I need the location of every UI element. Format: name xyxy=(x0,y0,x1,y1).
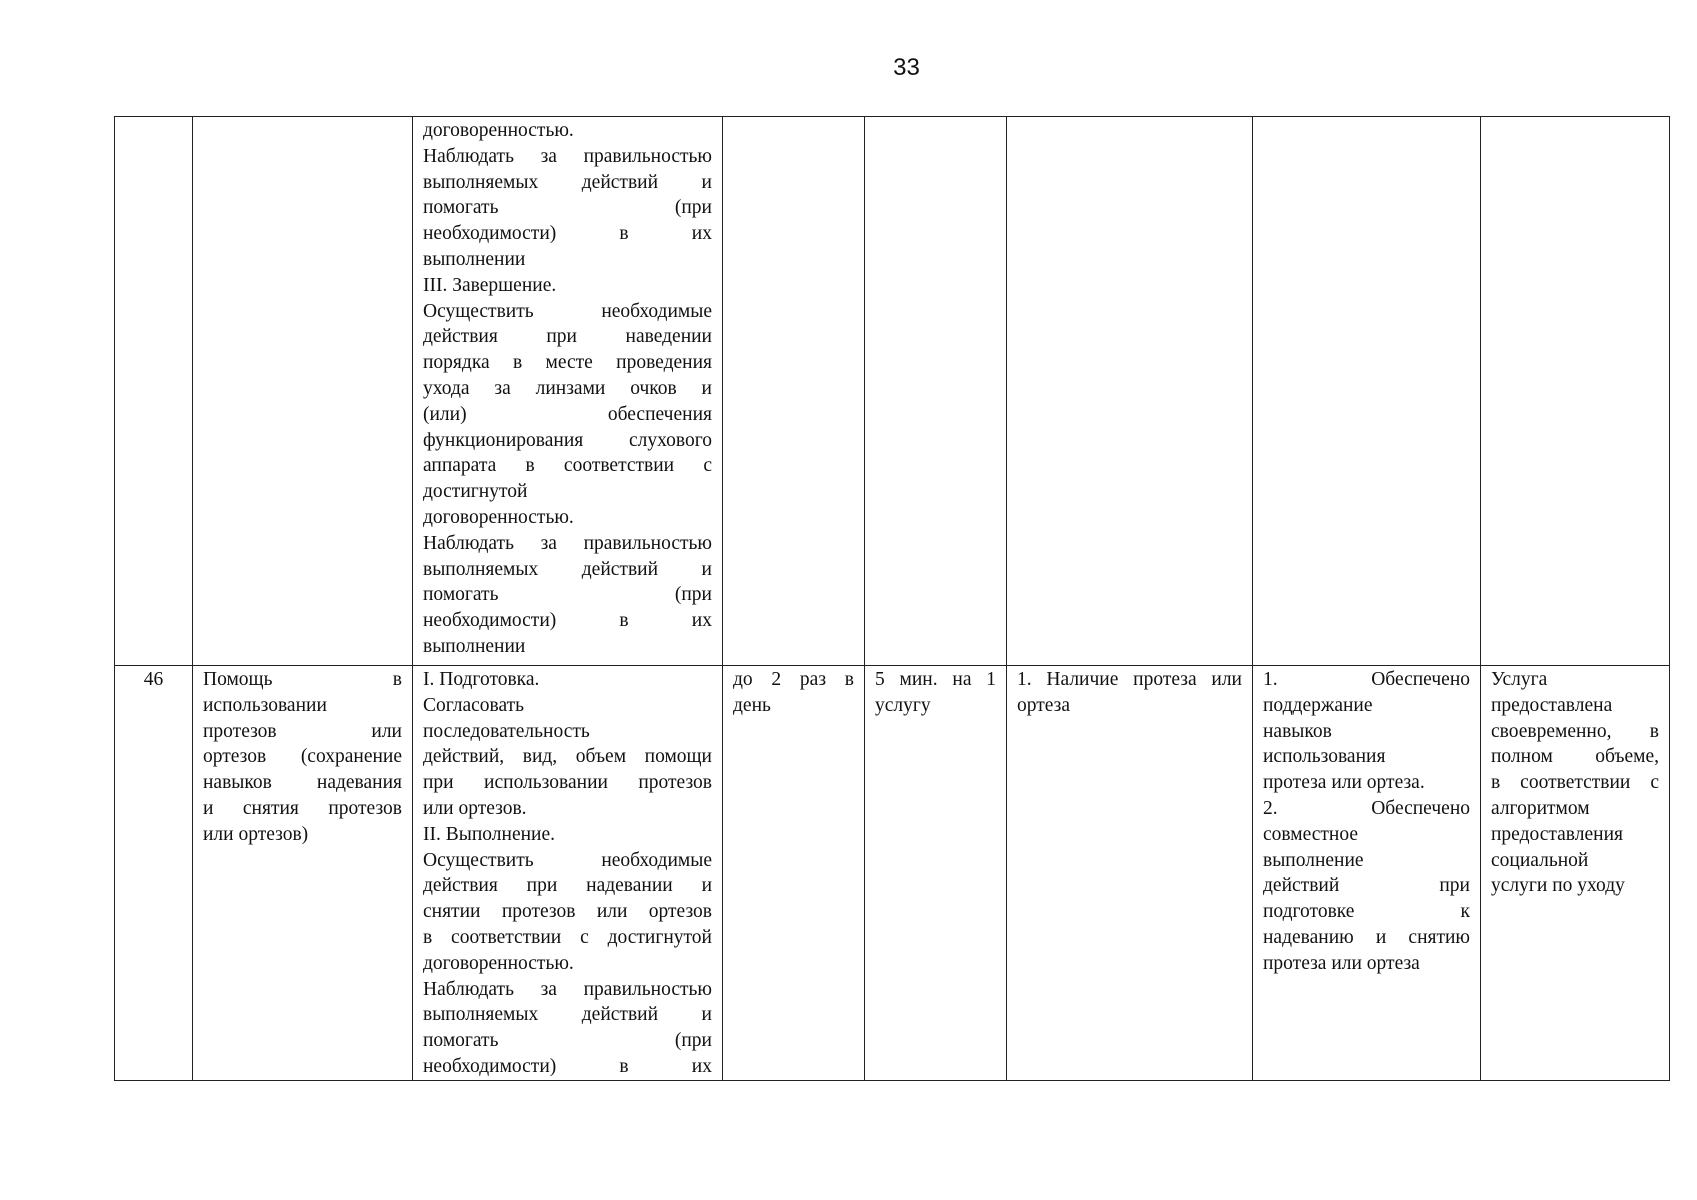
row-number-cell: 46 xyxy=(115,666,193,1081)
conditions-lines xyxy=(1017,667,1242,719)
duration-cell xyxy=(865,666,1007,1081)
text-line: социальной xyxy=(1491,849,1589,871)
service-name-cell xyxy=(193,117,413,666)
table-row xyxy=(115,117,1670,666)
frequency-cell xyxy=(723,666,865,1081)
text-line: день xyxy=(733,694,771,716)
text-line: III. Завершение. xyxy=(423,274,557,296)
text-line: в соответствии с xyxy=(1491,772,1659,794)
duration-lines xyxy=(875,667,996,719)
text-line: выполнении xyxy=(423,635,526,657)
frequency-lines xyxy=(733,667,854,719)
text-line: своевременно, в xyxy=(1491,720,1659,742)
text-line: порядка в месте проведения xyxy=(423,352,712,374)
text-line: необходимости) в их xyxy=(423,1055,712,1077)
text-line: протеза или ортеза xyxy=(1263,952,1420,974)
text-line: 1. Обеспечено xyxy=(1263,669,1470,690)
text-line: услуги по уходу xyxy=(1491,875,1625,897)
page-number: 33 xyxy=(893,54,920,81)
text-line: договоренностью. xyxy=(423,952,574,974)
text-line: необходимости) в их xyxy=(423,223,712,245)
result-cell xyxy=(1253,666,1481,1081)
text-line: ортеза xyxy=(1017,694,1071,716)
text-line: Услуга xyxy=(1491,669,1548,690)
text-line: или ортезов) xyxy=(203,823,309,845)
text-line: выполняемых действий и xyxy=(423,1004,712,1026)
text-line: ортезов (сохранение xyxy=(203,746,402,768)
text-line: Осуществить необходимые xyxy=(423,849,712,871)
text-line: выполняемых действий и xyxy=(423,171,712,193)
text-line: договоренностью. xyxy=(423,506,574,528)
text-line: I. Подготовка. xyxy=(423,669,540,690)
text-line: договоренностью. xyxy=(423,120,574,141)
text-line: помогать (при xyxy=(423,197,712,219)
text-line: в соответствии с достигнутой xyxy=(423,926,712,948)
text-line: или ортезов. xyxy=(423,797,527,819)
text-line: аппарата в соответствии с xyxy=(423,455,712,477)
text-line: ухода за линзами очков и xyxy=(423,377,712,399)
content-lines xyxy=(423,667,712,1080)
service-content-cell xyxy=(413,666,723,1081)
evaluation-cell xyxy=(1481,666,1670,1081)
text-line: действия при надевании и xyxy=(423,875,712,897)
text-line: алгоритмом xyxy=(1491,797,1590,819)
text-line: при использовании протезов xyxy=(423,772,712,794)
service-name-cell xyxy=(193,666,413,1081)
text-line: выполнении xyxy=(423,248,526,270)
result-cell xyxy=(1253,117,1481,666)
text-line: подготовке к xyxy=(1263,901,1470,923)
text-line: протеза или ортеза. xyxy=(1263,772,1425,794)
conditions-cell xyxy=(1007,666,1253,1081)
text-line: действий при xyxy=(1263,875,1470,897)
service-content-cell xyxy=(413,117,723,666)
evaluation-cell xyxy=(1481,117,1670,666)
text-line: выполняемых действий и xyxy=(423,558,712,580)
text-line: помогать (при xyxy=(423,1030,712,1052)
text-line: поддержание xyxy=(1263,694,1373,716)
text-line: использования xyxy=(1263,746,1386,768)
text-line: Согласовать xyxy=(423,694,525,716)
content-lines xyxy=(423,118,712,660)
result-lines xyxy=(1263,667,1470,977)
text-line: (или) обеспечения xyxy=(423,403,712,425)
text-line: 5 мин. на 1 xyxy=(875,669,996,690)
text-line: Наблюдать за правильностью xyxy=(423,978,712,1000)
text-line: снятии протезов или ортезов xyxy=(423,901,712,923)
text-line: протезов или xyxy=(203,720,402,742)
text-line: совместное xyxy=(1263,823,1359,845)
text-line: необходимости) в их xyxy=(423,610,712,632)
row-number-cell xyxy=(115,117,193,666)
text-line: предоставлена xyxy=(1491,694,1613,716)
text-line: помогать (при xyxy=(423,584,712,606)
text-line: использовании xyxy=(203,694,327,716)
text-line: до 2 раз в xyxy=(733,669,854,690)
text-line: и снятия протезов xyxy=(203,797,402,819)
services-table xyxy=(114,116,1670,1081)
text-line: последовательность xyxy=(423,720,590,742)
conditions-cell xyxy=(1007,117,1253,666)
text-line: 2. Обеспечено xyxy=(1263,797,1470,819)
text-line: Наблюдать за правильностью xyxy=(423,145,712,167)
text-line: надеванию и снятию xyxy=(1263,926,1470,948)
text-line: выполнение xyxy=(1263,849,1364,871)
duration-cell xyxy=(865,117,1007,666)
text-line: Помощь в xyxy=(203,669,402,690)
text-line: действий, вид, объем помощи xyxy=(423,746,712,768)
text-line: достигнутой xyxy=(423,481,528,503)
text-line: функционирования слухового xyxy=(423,429,712,451)
text-line: навыков xyxy=(1263,720,1332,742)
name-lines xyxy=(203,667,402,848)
table-row xyxy=(115,666,1670,1081)
text-line: услугу xyxy=(875,694,931,716)
text-line: Осуществить необходимые xyxy=(423,300,712,322)
text-line: предоставления xyxy=(1491,823,1623,845)
frequency-cell xyxy=(723,117,865,666)
text-line: II. Выполнение. xyxy=(423,823,555,845)
text-line: действия при наведении xyxy=(423,326,712,348)
text-line: Наблюдать за правильностью xyxy=(423,532,712,554)
text-line: 1. Наличие протеза или xyxy=(1017,669,1242,690)
evaluation-lines xyxy=(1491,667,1659,899)
text-line: навыков надевания xyxy=(203,772,402,794)
text-line: полном объеме, xyxy=(1491,746,1659,768)
